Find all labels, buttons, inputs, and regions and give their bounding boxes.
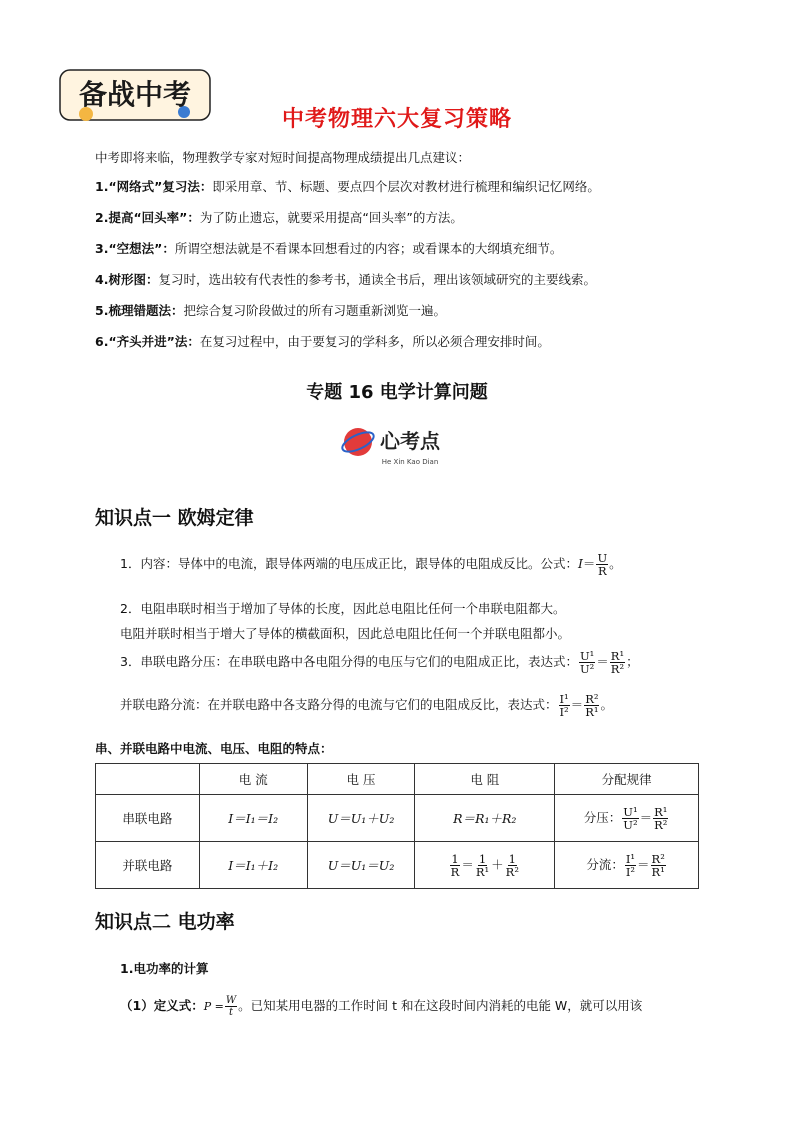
page-title: 中考物理六大复习策略 [281, 107, 512, 132]
section-heading-ohm: 知识点一 欧姆定律 [95, 507, 254, 529]
table-row: 并联电路 I＝I₁＋I₂ U＝U₁＝U₂ $\frac{1}{R}$ ＝ $\frac{1}{\text{R¹}}$ ＋ $\frac{1}{\text{R²}}$ 分流： $\frac{\text{I¹}}{\text{I²}}$ ＝ $\frac{\text{R²}}{\text{R¹}}$ [96, 842, 699, 889]
intro-text: 中考即将来临，物理教学专家对短时间提高物理成绩提出几点建议： [95, 150, 471, 165]
strategy-item: 6.“齐头并进”法：在复习过程中，由于要复习的学科多，所以必须合理安排时间。 [95, 334, 550, 349]
section-heading-power: 知识点二 电功率 [95, 911, 235, 933]
table-caption: 串、并联电路中电流、电压、电阻的特点： [95, 741, 333, 756]
power-definition-text: （1）定义式：P = $\frac{W}{t}$ 。已知某用电器的工作时间 t 和在这段时间内消耗的电能 W，就可以用该 [120, 995, 643, 1018]
parallel-resistance-text: 电阻并联时相当于增大了导体的横截面积，因此总电阻比任何一个并联电阻都小。 [120, 626, 571, 641]
logo-text: 备战中考 [78, 78, 192, 111]
voltage-divider-text: 3．串联电路分压：在串联电路中各电阻分得的电压与它们的电阻成正比，表达式： $\frac{\text{U¹}}{\text{U²}}$ ＝ $\frac{\text{R¹}}{\text{R²}}$ ； [120, 649, 639, 676]
svg-text:心考点: 心考点 [380, 429, 440, 453]
strategy-item: 4.树形图：复习时，选出较有代表性的参考书，通读全书后，理出该领域研究的主要线索。 [95, 272, 596, 287]
subject-title: 专题 16 电学计算问题 [306, 382, 488, 403]
circuit-characteristics-table [95, 763, 699, 889]
subheading-power-calc: 1.电功率的计算 [120, 961, 209, 976]
series-resistance-text: 2．电阻串联时相当于增加了导体的长度，因此总电阻比任何一个串联电阻都大。 [120, 601, 566, 616]
strategy-item: 1.“网络式”复习法：即采用章、节、标题、要点四个层次对教材进行梳理和编织记忆网络。 [95, 179, 600, 194]
ohm-law-content: 1．内容：导体中的电流，跟导体两端的电压成正比，跟导体的电阻成反比。公式：I＝ $\frac{U}{R}$ 。 [120, 551, 622, 578]
svg-text:He Xin Kao Dian: He Xin Kao Dian [381, 458, 439, 466]
table-header-row: 电 流 电 压 电 阻 分配规律 [96, 764, 699, 795]
strategy-item: 3.“空想法”：所谓空想法就是不看课本回想看过的内容；或看课本的大纲填充细节。 [95, 241, 563, 256]
strategy-item: 2.提高“回头率”：为了防止遗忘，就要采用提高“回头率”的方法。 [95, 210, 463, 225]
core-points-badge [340, 420, 460, 470]
table-row: 串联电路 I＝I₁＝I₂ U＝U₁＋U₂ R＝R₁＋R₂ 分压： $\frac{\text{U¹}}{\text{U²}}$ ＝ $\frac{\text{R¹}}{\text{R²}}$ [96, 795, 699, 842]
current-divider-text: 并联电路分流：在并联电路中各支路分得的电流与它们的电阻成反比，表达式： $\frac{\text{I¹}}{\text{I²}}$ ＝ $\frac{\text{R²}}{\text{R¹}}$ 。 [120, 692, 613, 719]
strategy-item: 5.梳理错题法：把综合复习阶段做过的所有习题重新浏览一遍。 [95, 303, 446, 318]
